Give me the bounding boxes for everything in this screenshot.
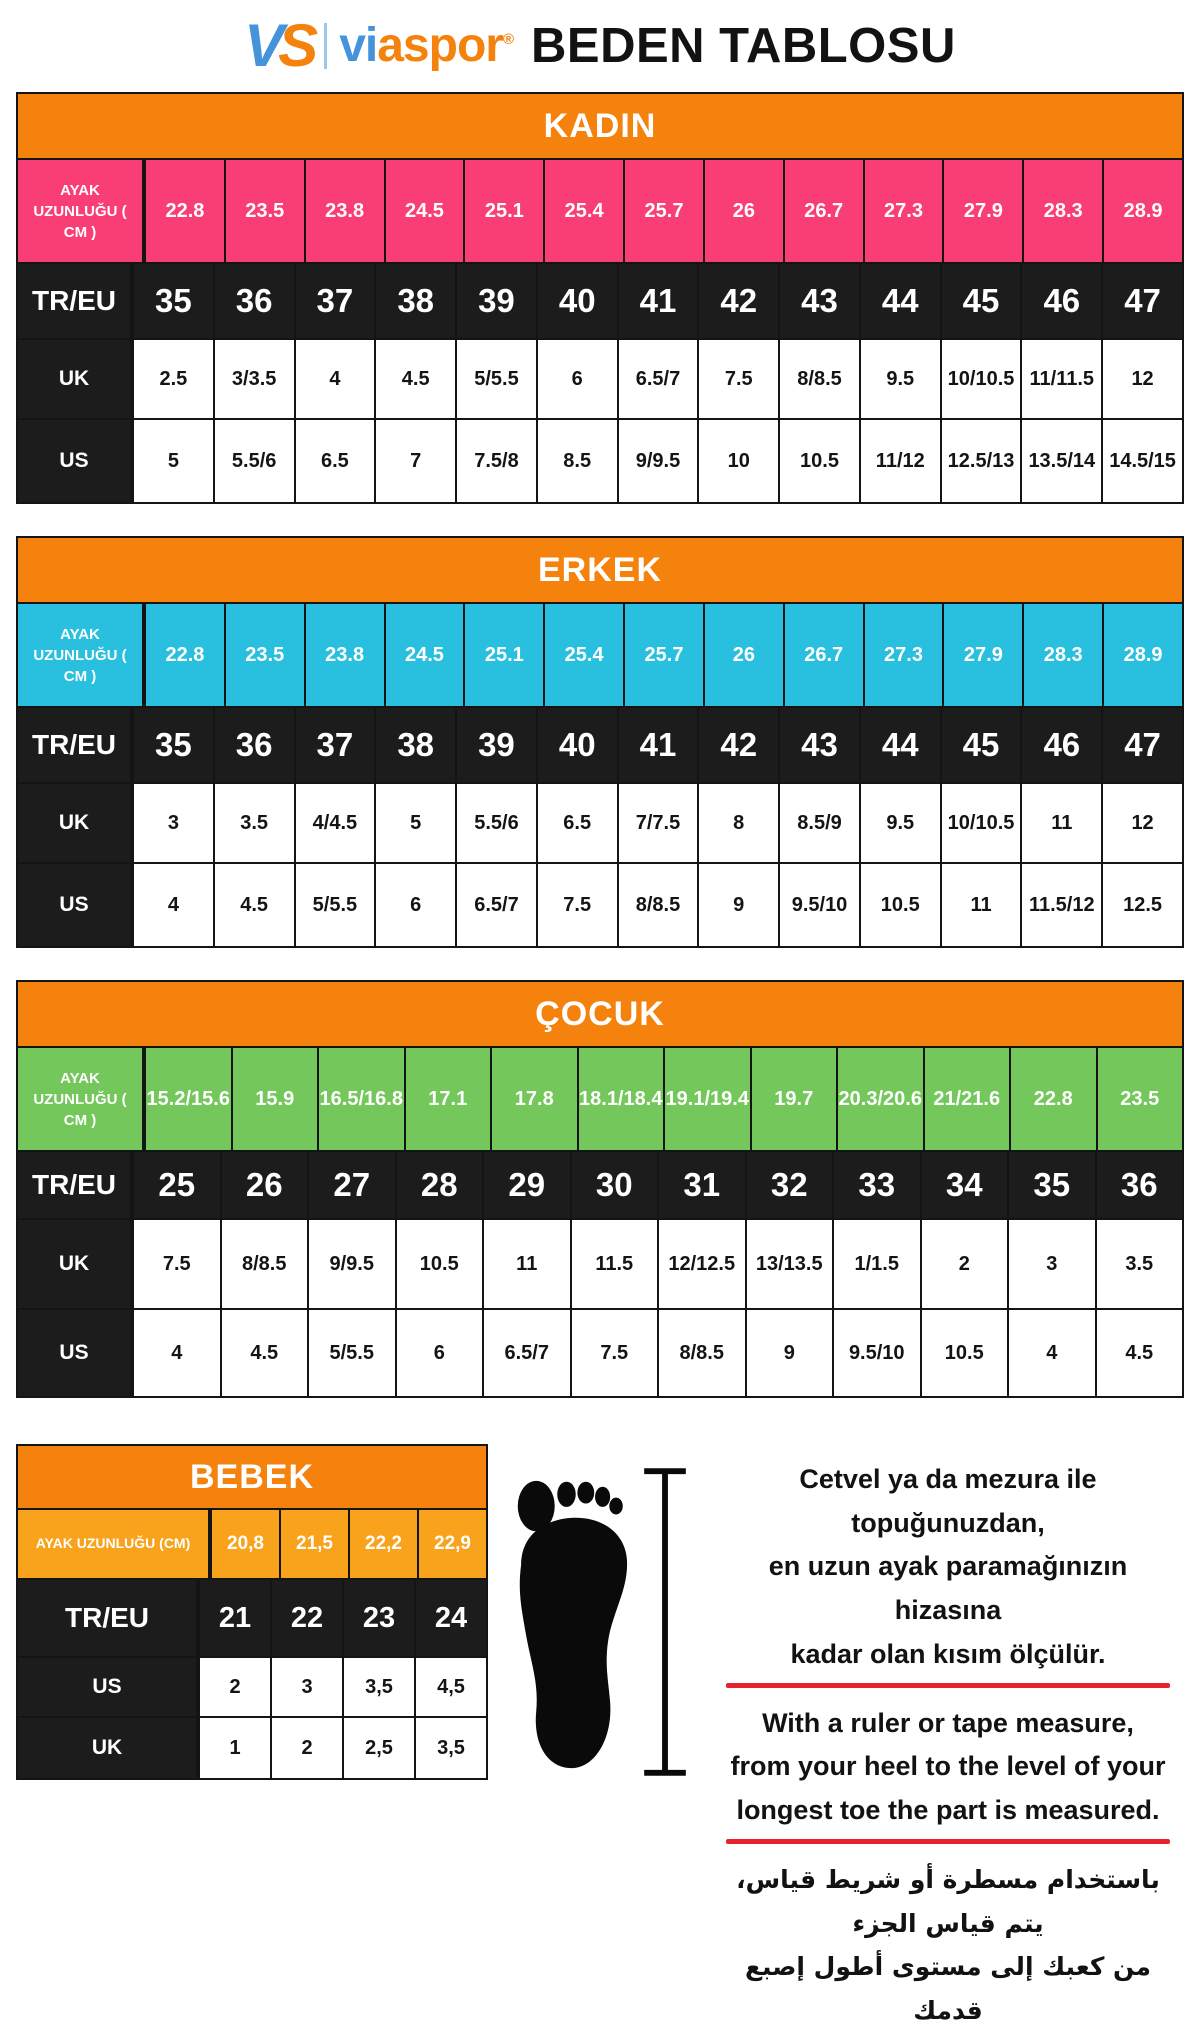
- erkek-treu-values: [130, 708, 1182, 782]
- size-cell: 16.5/16.8: [317, 1048, 404, 1150]
- bebek-us-row: [18, 1656, 486, 1716]
- foot-length-label: AYAK UZUNLUĞU ( CM ): [18, 160, 142, 262]
- size-cell: 23: [342, 1580, 414, 1656]
- size-cell: 45: [940, 264, 1021, 338]
- treu-label: TR/EU: [18, 708, 130, 782]
- size-cell: 12/12.5: [657, 1220, 745, 1308]
- kadin-foot-length-row: [18, 158, 1182, 262]
- instructions-turkish: [716, 1458, 1180, 1677]
- size-cell: 5.5/6: [455, 784, 536, 862]
- size-cell: 21: [198, 1580, 270, 1656]
- size-cell: 25: [132, 1152, 220, 1218]
- size-cell: 11.5/12: [1020, 864, 1101, 946]
- size-cell: 24: [414, 1580, 486, 1656]
- treu-label: TR/EU: [18, 264, 130, 338]
- size-cell: 23.5: [1096, 1048, 1183, 1150]
- size-cell: 5/5.5: [455, 340, 536, 418]
- bebek-title: BEBEK: [18, 1446, 486, 1508]
- size-cell: 17.1: [404, 1048, 491, 1150]
- size-cell: 2,5: [342, 1718, 414, 1778]
- bebek-us-values: [196, 1658, 486, 1716]
- instruction-line: With a ruler or tape measure,: [762, 1707, 1134, 1738]
- size-cell: 2: [198, 1658, 270, 1716]
- size-cell: 22.8: [144, 604, 224, 706]
- size-cell: 28.9: [1102, 604, 1182, 706]
- uk-label: UK: [18, 340, 130, 418]
- bebek-treu-row: [18, 1578, 486, 1656]
- size-cell: 41: [617, 264, 698, 338]
- foot-length-label: AYAK UZUNLUĞU ( CM ): [18, 604, 142, 706]
- size-cell: 26: [220, 1152, 308, 1218]
- size-cell: 6.5: [536, 784, 617, 862]
- size-cell: 22.8: [1009, 1048, 1096, 1150]
- logo-mark-v: V: [244, 12, 279, 79]
- size-cell: 10.5: [778, 420, 859, 502]
- uk-label: UK: [18, 1718, 196, 1778]
- bebek-foot-length-row: [18, 1508, 486, 1578]
- size-cell: 21,5: [279, 1510, 348, 1578]
- size-cell: 5/5.5: [294, 864, 375, 946]
- header: [0, 0, 1200, 92]
- us-label: US: [18, 420, 130, 502]
- size-cell: 3: [132, 784, 213, 862]
- size-cell: 46: [1020, 264, 1101, 338]
- size-cell: 6.5: [294, 420, 375, 502]
- size-cell: 43: [778, 264, 859, 338]
- size-cell: 28.3: [1022, 160, 1102, 262]
- erkek-uk-row: [18, 782, 1182, 862]
- uk-label: UK: [18, 1220, 130, 1308]
- size-cell: 27: [307, 1152, 395, 1218]
- size-cell: 7.5/8: [455, 420, 536, 502]
- size-cell: 11: [1020, 784, 1101, 862]
- size-cell: 30: [570, 1152, 658, 1218]
- erkek-foot-length-values: [142, 604, 1182, 706]
- size-cell: 9: [697, 864, 778, 946]
- size-cell: 47: [1101, 264, 1182, 338]
- size-cell: 2.5: [132, 340, 213, 418]
- size-cell: 10.5: [859, 864, 940, 946]
- cocuk-foot-length-row: [18, 1046, 1182, 1150]
- size-cell: 25.1: [463, 160, 543, 262]
- size-cell: 6: [536, 340, 617, 418]
- size-cell: 10/10.5: [940, 784, 1021, 862]
- size-cell: 31: [657, 1152, 745, 1218]
- logo-mark: [244, 12, 313, 79]
- foot-illustration: [502, 1444, 694, 2033]
- size-cell: 5/5.5: [307, 1310, 395, 1396]
- size-cell: 32: [745, 1152, 833, 1218]
- erkek-us-values: [130, 864, 1182, 946]
- size-cell: 28.3: [1022, 604, 1102, 706]
- foot-length-label: AYAK UZUNLUĞU (CM): [18, 1510, 208, 1578]
- size-cell: 26: [703, 604, 783, 706]
- size-cell: 4,5: [414, 1658, 486, 1716]
- kadin-us-row: [18, 418, 1182, 502]
- instruction-line: kadar olan kısım ölçülür.: [790, 1638, 1106, 1669]
- measure-line-icon: [640, 1454, 690, 1790]
- size-cell: 44: [859, 708, 940, 782]
- size-cell: 25.7: [623, 604, 703, 706]
- size-cell: 3: [1007, 1220, 1095, 1308]
- logo-divider: [324, 23, 327, 69]
- size-cell: 3.5: [213, 784, 294, 862]
- size-cell: 10.5: [920, 1310, 1008, 1396]
- size-cell: 47: [1101, 708, 1182, 782]
- bebek-treu-values: [196, 1580, 486, 1656]
- viaspor-logo: [244, 12, 514, 79]
- size-cell: 28: [395, 1152, 483, 1218]
- size-cell: 11: [940, 864, 1021, 946]
- size-cell: 5: [374, 784, 455, 862]
- size-cell: 22.8: [144, 160, 224, 262]
- cocuk-treu-row: [18, 1150, 1182, 1218]
- size-cell: 9.5: [859, 784, 940, 862]
- foot-length-label: AYAK UZUNLUĞU ( CM ): [18, 1048, 142, 1150]
- size-cell: 6.5/7: [617, 340, 698, 418]
- table-erkek: [16, 536, 1184, 948]
- size-cell: 4: [132, 1310, 220, 1396]
- instruction-line: من كعبك إلى مستوى أطول إصبع قدمك: [744, 1952, 1152, 2026]
- table-cocuk: [16, 980, 1184, 1398]
- size-cell: 4.5: [220, 1310, 308, 1396]
- size-cell: 7.5: [536, 864, 617, 946]
- page-title: BEDEN TABLOSU: [531, 18, 956, 73]
- size-cell: 24.5: [384, 160, 464, 262]
- size-cell: 11/12: [859, 420, 940, 502]
- size-cell: 9.5/10: [832, 1310, 920, 1396]
- size-cell: 12.5/13: [940, 420, 1021, 502]
- cocuk-title: ÇOCUK: [18, 982, 1182, 1046]
- us-label: US: [18, 1310, 130, 1396]
- size-cell: 2: [920, 1220, 1008, 1308]
- size-cell: 20,8: [210, 1510, 279, 1578]
- size-cell: 35: [132, 708, 213, 782]
- size-cell: 10: [697, 420, 778, 502]
- size-cell: 4.5: [1095, 1310, 1183, 1396]
- size-cell: 37: [294, 708, 375, 782]
- size-cell: 6.5/7: [455, 864, 536, 946]
- size-cell: 5: [132, 420, 213, 502]
- size-cell: 3.5: [1095, 1220, 1183, 1308]
- size-cell: 12.5: [1101, 864, 1182, 946]
- cocuk-treu-values: [130, 1152, 1182, 1218]
- size-cell: 11: [482, 1220, 570, 1308]
- size-cell: 35: [132, 264, 213, 338]
- size-cell: 22,9: [417, 1510, 486, 1578]
- instruction-line: Cetvel ya da mezura ile topuğunuzdan,: [799, 1464, 1097, 1538]
- size-cell: 15.2/15.6: [144, 1048, 231, 1150]
- kadin-treu-row: [18, 262, 1182, 338]
- cocuk-us-row: [18, 1308, 1182, 1396]
- size-cell: 26.7: [783, 604, 863, 706]
- size-cell: 23.8: [304, 604, 384, 706]
- size-cell: 35: [1007, 1152, 1095, 1218]
- cocuk-us-values: [130, 1310, 1182, 1396]
- erkek-us-row: [18, 862, 1182, 946]
- size-cell: 19.1/19.4: [663, 1048, 750, 1150]
- size-cell: 39: [455, 708, 536, 782]
- size-cell: 1: [198, 1718, 270, 1778]
- kadin-treu-values: [130, 264, 1182, 338]
- size-cell: 3,5: [342, 1658, 414, 1716]
- size-cell: 3: [270, 1658, 342, 1716]
- table-kadin: [16, 92, 1184, 504]
- size-cell: 12: [1101, 784, 1182, 862]
- size-cell: 23.5: [224, 160, 304, 262]
- size-cell: 9/9.5: [307, 1220, 395, 1308]
- erkek-uk-values: [130, 784, 1182, 862]
- size-cell: 26.7: [783, 160, 863, 262]
- size-cell: 15.9: [231, 1048, 318, 1150]
- size-cell: 8/8.5: [778, 340, 859, 418]
- bebek-uk-row: [18, 1716, 486, 1778]
- size-cell: 1/1.5: [832, 1220, 920, 1308]
- size-cell: 27.3: [863, 604, 943, 706]
- size-cell: 28.9: [1102, 160, 1182, 262]
- size-cell: 44: [859, 264, 940, 338]
- instructions-arabic: [716, 1858, 1180, 2033]
- instruction-line: from your heel to the level of your: [730, 1751, 1166, 1782]
- size-cell: 25.1: [463, 604, 543, 706]
- size-cell: 25.4: [543, 604, 623, 706]
- size-cell: 14.5/15: [1101, 420, 1182, 502]
- size-cell: 5.5/6: [213, 420, 294, 502]
- size-cell: 4/4.5: [294, 784, 375, 862]
- erkek-treu-row: [18, 706, 1182, 782]
- size-cell: 13/13.5: [745, 1220, 833, 1308]
- size-cell: 3,5: [414, 1718, 486, 1778]
- size-cell: 9: [745, 1310, 833, 1396]
- bottom-section: [16, 1444, 1184, 2033]
- size-cell: 7.5: [697, 340, 778, 418]
- us-label: US: [18, 1658, 196, 1716]
- size-cell: 4: [132, 864, 213, 946]
- size-cell: 4: [294, 340, 375, 418]
- red-underline: [726, 1683, 1170, 1688]
- size-cell: 8/8.5: [617, 864, 698, 946]
- us-label: US: [18, 864, 130, 946]
- size-cell: 9.5/10: [778, 864, 859, 946]
- size-cell: 38: [374, 264, 455, 338]
- cocuk-uk-values: [130, 1220, 1182, 1308]
- size-cell: 4.5: [213, 864, 294, 946]
- kadin-foot-length-values: [142, 160, 1182, 262]
- red-underline: [726, 1839, 1170, 1844]
- size-cell: 8.5: [536, 420, 617, 502]
- size-cell: 20.3/20.6: [836, 1048, 923, 1150]
- size-cell: 25.4: [543, 160, 623, 262]
- size-cell: 36: [213, 708, 294, 782]
- size-cell: 7.5: [570, 1310, 658, 1396]
- size-cell: 6.5/7: [482, 1310, 570, 1396]
- logo-wordmark: [339, 19, 514, 72]
- size-cell: 26: [703, 160, 783, 262]
- size-cell: 8/8.5: [220, 1220, 308, 1308]
- logo-wordmark-orange: aspor: [377, 19, 503, 72]
- size-cell: 25.7: [623, 160, 703, 262]
- size-cell: 11/11.5: [1020, 340, 1101, 418]
- instruction-line: en uzun ayak paramağınızın hizasına: [768, 1551, 1128, 1626]
- size-cell: 33: [832, 1152, 920, 1218]
- size-cell: 36: [1095, 1152, 1183, 1218]
- size-cell: 9.5: [859, 340, 940, 418]
- kadin-title: KADIN: [18, 94, 1182, 158]
- size-cell: 36: [213, 264, 294, 338]
- logo-wordmark-blue: vi: [339, 19, 378, 72]
- size-cell: 42: [697, 264, 778, 338]
- cocuk-uk-row: [18, 1218, 1182, 1308]
- size-cell: 6: [395, 1310, 483, 1396]
- size-cell: 8.5/9: [778, 784, 859, 862]
- treu-label: TR/EU: [18, 1580, 196, 1656]
- size-cell: 10.5: [395, 1220, 483, 1308]
- logo-mark-s: S: [278, 12, 313, 79]
- size-cell: 40: [536, 264, 617, 338]
- instruction-line: باستخدام مسطرة أو شريط قياس، يتم قياس الجزء: [736, 1864, 1160, 1938]
- size-cell: 4: [1007, 1310, 1095, 1396]
- size-cell: 3/3.5: [213, 340, 294, 418]
- size-cell: 9/9.5: [617, 420, 698, 502]
- instruction-line: longest toe the part is measured.: [736, 1795, 1160, 1826]
- size-cell: 2: [270, 1718, 342, 1778]
- size-cell: 34: [920, 1152, 1008, 1218]
- kadin-uk-values: [130, 340, 1182, 418]
- size-cell: 27.3: [863, 160, 943, 262]
- size-cell: 39: [455, 264, 536, 338]
- size-cell: 8/8.5: [657, 1310, 745, 1396]
- registered-mark: ®: [502, 31, 514, 48]
- size-cell: 37: [294, 264, 375, 338]
- size-cell: 7.5: [132, 1220, 220, 1308]
- size-cell: 6: [374, 864, 455, 946]
- size-cell: 29: [482, 1152, 570, 1218]
- size-cell: 27.9: [942, 160, 1022, 262]
- bebek-foot-length-values: [208, 1510, 486, 1578]
- size-cell: 13.5/14: [1020, 420, 1101, 502]
- size-cell: 17.8: [490, 1048, 577, 1150]
- erkek-title: ERKEK: [18, 538, 1182, 602]
- size-cell: 18.1/18.4: [577, 1048, 664, 1150]
- size-cell: 45: [940, 708, 1021, 782]
- measurement-instructions: [708, 1444, 1184, 2033]
- size-cell: 22: [270, 1580, 342, 1656]
- size-cell: 11.5: [570, 1220, 658, 1308]
- size-cell: 23.8: [304, 160, 384, 262]
- size-cell: 7/7.5: [617, 784, 698, 862]
- size-cell: 43: [778, 708, 859, 782]
- kadin-uk-row: [18, 338, 1182, 418]
- uk-label: UK: [18, 784, 130, 862]
- size-cell: 4.5: [374, 340, 455, 418]
- cocuk-foot-length-values: [142, 1048, 1182, 1150]
- erkek-foot-length-row: [18, 602, 1182, 706]
- size-cell: 8: [697, 784, 778, 862]
- instructions-english: [716, 1702, 1180, 1833]
- size-cell: 21/21.6: [923, 1048, 1010, 1150]
- size-cell: 27.9: [942, 604, 1022, 706]
- size-cell: 24.5: [384, 604, 464, 706]
- size-cell: 19.7: [750, 1048, 837, 1150]
- size-cell: 38: [374, 708, 455, 782]
- size-cell: 22,2: [348, 1510, 417, 1578]
- size-cell: 10/10.5: [940, 340, 1021, 418]
- treu-label: TR/EU: [18, 1152, 130, 1218]
- bebek-uk-values: [196, 1718, 486, 1778]
- size-cell: 41: [617, 708, 698, 782]
- size-cell: 7: [374, 420, 455, 502]
- size-cell: 40: [536, 708, 617, 782]
- table-bebek: [16, 1444, 488, 1780]
- kadin-us-values: [130, 420, 1182, 502]
- foot-icon: [506, 1454, 632, 1790]
- size-cell: 23.5: [224, 604, 304, 706]
- size-cell: 46: [1020, 708, 1101, 782]
- size-cell: 12: [1101, 340, 1182, 418]
- size-cell: 42: [697, 708, 778, 782]
